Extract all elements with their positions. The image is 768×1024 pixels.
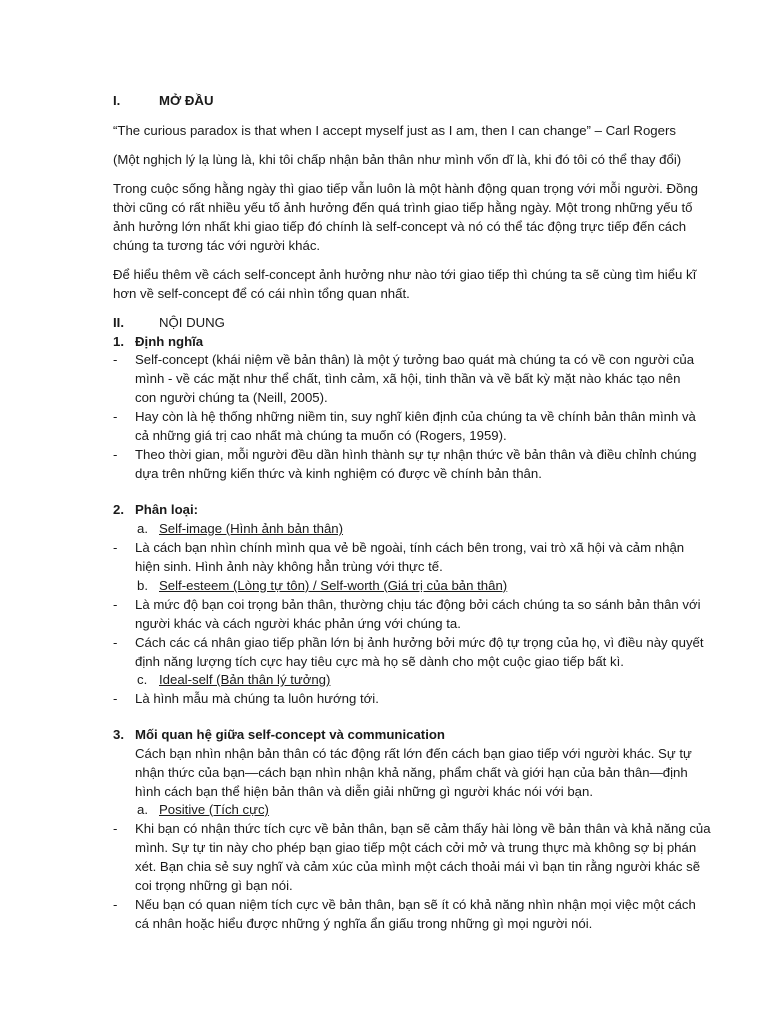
bullet-text: coi trọng những gì bạn nói. <box>135 878 293 893</box>
bullet-text: Là hình mẫu mà chúng ta luôn hướng tới. <box>135 691 379 706</box>
bullet-dash: - <box>113 447 118 462</box>
section-heading: MỞ ĐẦU <box>159 93 214 108</box>
bullet-text: Cách các cá nhân giao tiếp phần lớn bị ảnh hưởng bởi mức độ tự trọng của họ, vì điều này quyết <box>135 635 704 650</box>
bullet-text: mình - về các mặt như thể chất, tình cảm, xã hội, tinh thần và về bất kỳ mặt nào khác tạo nên <box>135 371 681 386</box>
bullet-text: Khi bạn có nhận thức tích cực về bản thân, bạn sẽ cảm thấy hài lòng về bản thân và khả năng của <box>135 821 711 836</box>
sub-label: c. <box>137 672 148 687</box>
bullet-text: mình. Sự tự tin này cho phép bạn giao tiếp một cách cởi mở và trung thực mà không sợ bị phán <box>135 840 697 855</box>
subheading: Mối quan hệ giữa self-concept và communication <box>135 727 445 742</box>
section-heading: NỘI DUNG <box>159 315 225 330</box>
paragraph-line: ảnh hưởng lớn nhất khi giao tiếp đó chính là self-concept và nó có thể tác động trực tiếp đến cách <box>113 219 687 234</box>
bullet-dash: - <box>113 352 118 367</box>
sub-label: a. <box>137 802 148 817</box>
bullet-text: xét. Bạn chia sẻ suy nghĩ và cảm xúc của mình một cách thoải mái vì bạn tin rằng người khác sẽ <box>135 859 701 874</box>
section-number: I. <box>113 93 121 108</box>
subheading-number: 1. <box>113 334 124 349</box>
bullet-dash: - <box>113 409 118 424</box>
paragraph-line: thời cũng có rất nhiều yếu tố ảnh hưởng đến quá trình giao tiếp hằng ngày. Một trong những yếu tố <box>113 200 693 215</box>
quote-line: “The curious paradox is that when I accept myself just as I am, then I can change” – Carl Rogers <box>113 123 676 138</box>
bullet-text: cả những giá trị cao nhất mà chúng ta muốn có (Rogers, 1959). <box>135 428 507 443</box>
sub-label: b. <box>137 578 148 593</box>
sub-label: a. <box>137 521 148 536</box>
bullet-text: con người chúng ta (Neill, 2005). <box>135 390 328 405</box>
paragraph-line: Trong cuộc sống hằng ngày thì giao tiếp vẫn luôn là một hành động quan trọng với mỗi người. Đồng <box>113 181 699 196</box>
bullet-text: dựa trên những kiến thức và kinh nghiệm có được về chính bản thân. <box>135 466 542 481</box>
bullet-text: Theo thời gian, mỗi người đều dần hình thành sự tự nhận thức về bản thân và điều chỉnh chúng <box>135 447 697 462</box>
paragraph-line: Cách bạn nhìn nhận bản thân có tác động rất lớn đến cách bạn giao tiếp với người khác. Sự tự <box>135 746 692 761</box>
subheading: Phân loại: <box>135 502 199 517</box>
bullet-text: định năng lượng tích cực hay tiêu cực mà họ sẽ dành cho một cuộc giao tiếp bất kì. <box>135 654 624 669</box>
sub-title: Ideal-self (Bản thân lý tưởng) <box>159 672 331 687</box>
bullet-text: Self-concept (khái niệm về bản thân) là một ý tưởng bao quát mà chúng ta có về con người của <box>135 352 695 367</box>
quote-translation: (Một nghịch lý lạ lùng là, khi tôi chấp nhận bản thân như mình vốn dĩ là, khi đó tôi có thể thay đổi) <box>113 152 682 167</box>
sub-title: Positive (Tích cực) <box>159 802 269 817</box>
bullet-dash: - <box>113 691 118 706</box>
subheading-number: 3. <box>113 727 124 742</box>
bullet-text: Là mức độ bạn coi trọng bản thân, thường chịu tác động bởi cách chúng ta so sánh bản thân với <box>135 597 701 612</box>
bullet-text: Nếu bạn có quan niệm tích cực về bản thân, bạn sẽ ít có khả năng nhìn nhận mọi việc một cách <box>135 897 696 912</box>
paragraph-line: hình cách bạn thể hiện bản thân và diễn giải những gì người khác nói với bạn. <box>135 784 594 799</box>
section-number: II. <box>113 315 124 330</box>
bullet-dash: - <box>113 897 118 912</box>
bullet-text: người khác và cách người khác phản ứng với chúng ta. <box>135 616 461 631</box>
subheading: Định nghĩa <box>135 334 204 349</box>
bullet-text: hiện sinh. Hình ảnh này không hẳn trùng với thực tế. <box>135 559 443 574</box>
bullet-dash: - <box>113 540 118 555</box>
bullet-text: Là cách bạn nhìn chính mình qua vẻ bề ngoài, tính cách bên trong, vai trò xã hội và cảm nhận <box>135 540 685 555</box>
paragraph-line: nhận thức của bạn—cách bạn nhìn nhận khả năng, phẩm chất và giới hạn của bản thân—định <box>135 765 688 780</box>
subheading-number: 2. <box>113 502 124 517</box>
paragraph-line: Để hiểu thêm về cách self-concept ảnh hưởng như nào tới giao tiếp thì chúng ta sẽ cùng tìm hiểu kĩ <box>113 267 697 282</box>
sub-title: Self-esteem (Lòng tự tôn) / Self-worth (Giá trị của bản thân) <box>159 578 508 593</box>
bullet-dash: - <box>113 635 118 650</box>
bullet-dash: - <box>113 821 118 836</box>
bullet-dash: - <box>113 597 118 612</box>
sub-title: Self-image (Hình ảnh bản thân) <box>159 521 344 536</box>
bullet-text: Hay còn là hệ thống những niềm tin, suy nghĩ kiên định của chúng ta về chính bản thân mình và <box>135 409 696 424</box>
paragraph-line: chúng ta tương tác với người khác. <box>113 238 321 253</box>
bullet-text: cá nhân hoặc hiểu được những ý nghĩa ẩn giấu trong những gì mọi người nói. <box>135 916 593 931</box>
paragraph-line: hơn về self-concept để có cái nhìn tổng quan nhất. <box>113 286 410 301</box>
